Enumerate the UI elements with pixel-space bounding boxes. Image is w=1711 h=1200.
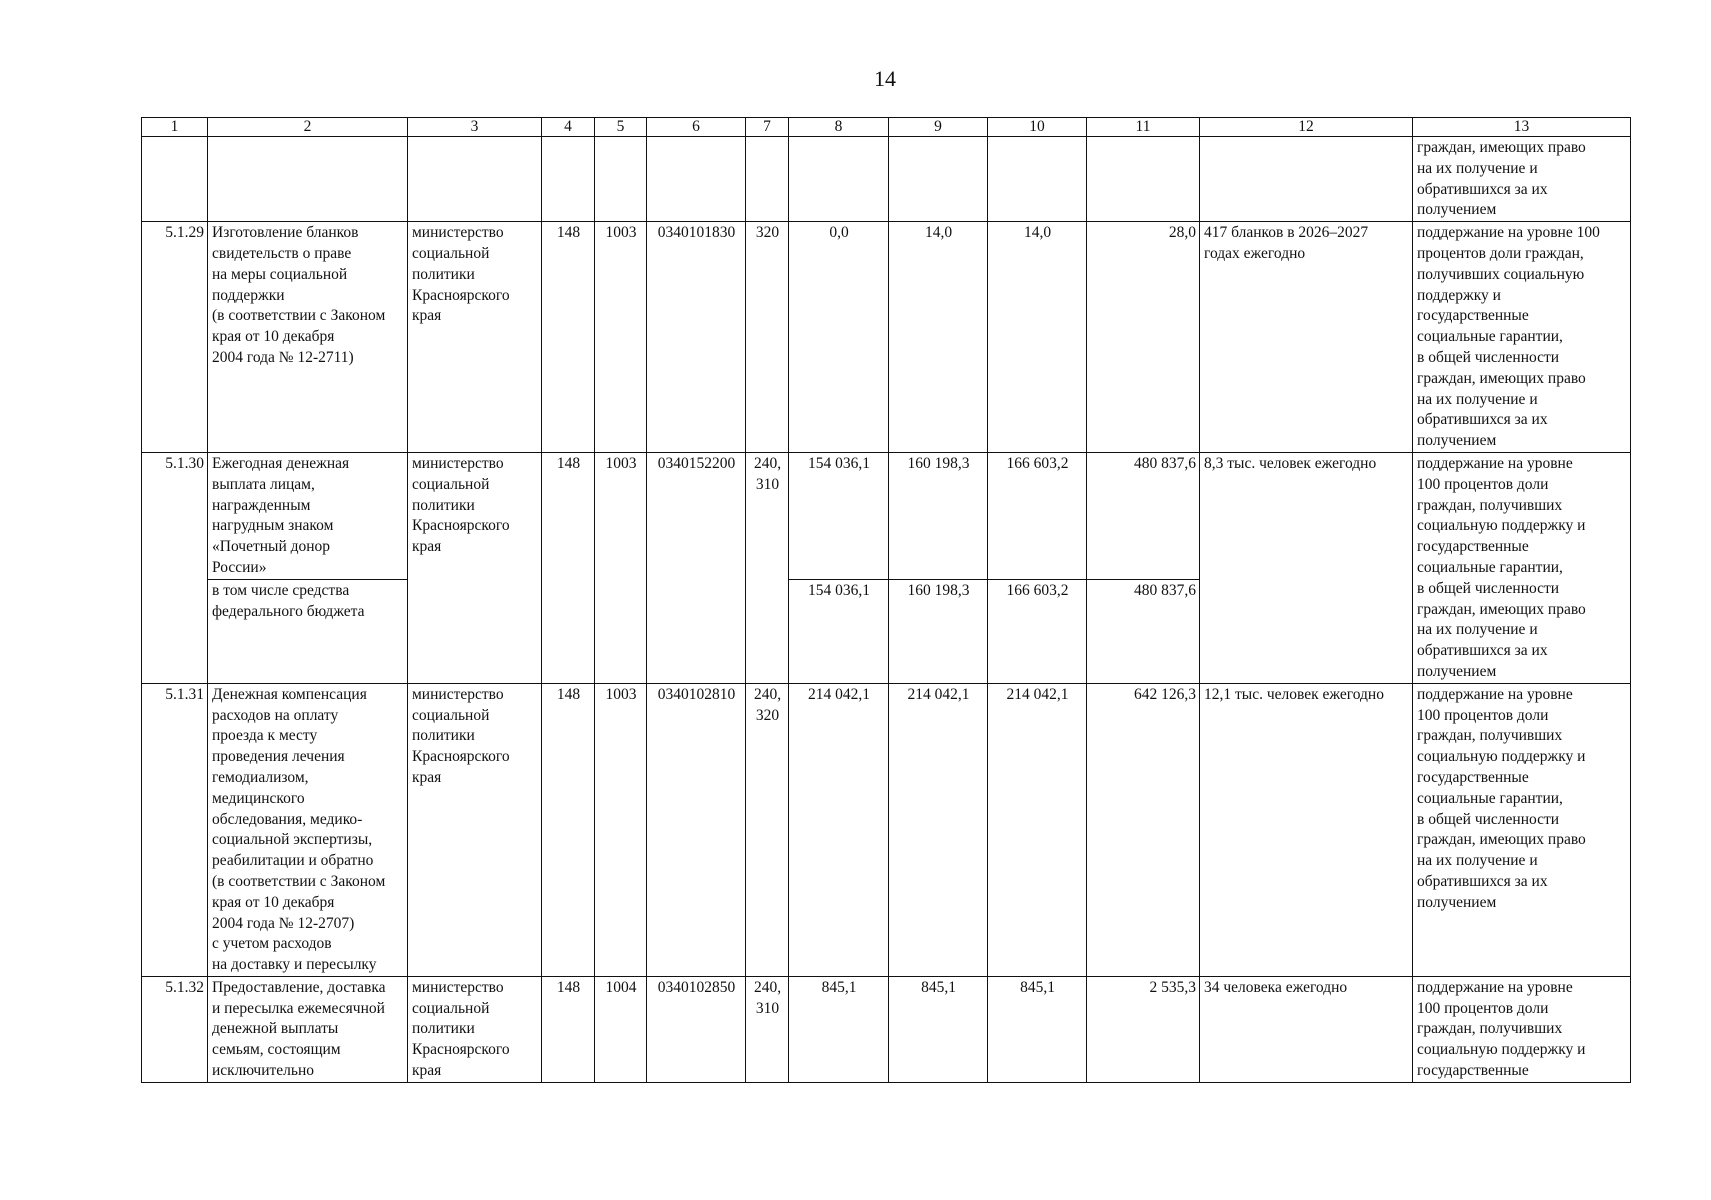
executor: министерство социальной политики Красноярского края	[408, 452, 542, 683]
expected-result: 417 бланков в 2026–2027 годах ежегодно	[1200, 222, 1413, 453]
column-header: 6	[647, 118, 746, 137]
expense-type-code: 240, 310	[746, 976, 789, 1082]
amount-year-2: 845,1	[889, 976, 988, 1082]
section-code: 1004	[595, 976, 647, 1082]
column-header: 5	[595, 118, 647, 137]
item-number: 5.1.32	[142, 976, 208, 1082]
grbs-code: 148	[542, 452, 595, 683]
column-header: 9	[889, 118, 988, 137]
expected-result: 12,1 тыс. человек ежегодно	[1200, 683, 1413, 976]
amount-year-1: 214 042,1	[789, 683, 889, 976]
amount-year-1: 0,0	[789, 222, 889, 453]
amount-total: 480 837,6	[1087, 452, 1200, 579]
column-header: 12	[1200, 118, 1413, 137]
activity-subname: в том числе средства федерального бюджета	[208, 579, 408, 683]
expense-type-code: 240, 320	[746, 683, 789, 976]
program-activities-table	[141, 117, 1631, 1083]
column-header: 7	[746, 118, 789, 137]
grbs-code: 148	[542, 683, 595, 976]
expense-type-code: 320	[746, 222, 789, 453]
activity-name: Денежная компенсация расходов на оплату проезда к месту проведения лечения гемодиализом, медицинского обследования, медико- социальной экспертизы, реабилитации и обратно (в соответствии с Законом края от 10 декабря 2004 года № 12-2707) с учетом расходов на доставку и пересылку	[208, 683, 408, 976]
amount-year-2: 160 198,3	[889, 452, 988, 579]
table-row-continuation	[142, 137, 1631, 222]
amount-year-2: 214 042,1	[889, 683, 988, 976]
target-article-code: 0340102810	[647, 683, 746, 976]
executor: министерство социальной политики Красноярского края	[408, 976, 542, 1082]
target-article-code: 0340101830	[647, 222, 746, 453]
result-indicator-cell: поддержание на уровне 100 процентов доли граждан, получивших социальную поддержку и государственные социальные гарантии, в общей численности граждан, имеющих право на их получение и обратившихся за их получением	[1413, 683, 1631, 976]
amount-year-3: 14,0	[988, 222, 1087, 453]
amount-total: 28,0	[1087, 222, 1200, 453]
result-indicator-cell: поддержание на уровне 100 процентов доли граждан, получивших социальную поддержку и государственные социальные гарантии, в общей численности граждан, имеющих право на их получение и обратившихся за их получением	[1413, 452, 1631, 683]
item-number: 5.1.29	[142, 222, 208, 453]
table-row	[142, 452, 1631, 579]
amount-total: 2 535,3	[1087, 976, 1200, 1082]
table-row	[142, 222, 1631, 453]
expected-result: 8,3 тыс. человек ежегодно	[1200, 452, 1413, 683]
activity-name: Изготовление бланков свидетельств о праве на меры социальной поддержки (в соответствии с Законом края от 10 декабря 2004 года № 12-2711)	[208, 222, 408, 453]
executor: министерство социальной политики Красноярского края	[408, 222, 542, 453]
section-code: 1003	[595, 452, 647, 683]
column-header: 13	[1413, 118, 1631, 137]
amount-year-2: 160 198,3	[889, 579, 988, 683]
result-indicator-cell: граждан, имеющих право на их получение и обратившихся за их получением	[1413, 137, 1631, 222]
amount-year-1: 845,1	[789, 976, 889, 1082]
result-indicator-cell: поддержание на уровне 100 процентов доли граждан, получивших социальную поддержку и государственные социальные гарантии, в общей численности граждан, имеющих право на их получение и обратившихся за их получением	[1413, 222, 1631, 453]
column-number-row	[142, 118, 1631, 137]
grbs-code: 148	[542, 976, 595, 1082]
target-article-code: 0340102850	[647, 976, 746, 1082]
amount-year-2: 14,0	[889, 222, 988, 453]
amount-year-1: 154 036,1	[789, 579, 889, 683]
column-header: 4	[542, 118, 595, 137]
item-number: 5.1.30	[142, 452, 208, 683]
item-number: 5.1.31	[142, 683, 208, 976]
column-header: 8	[789, 118, 889, 137]
column-header: 1	[142, 118, 208, 137]
target-article-code: 0340152200	[647, 452, 746, 683]
column-header: 2	[208, 118, 408, 137]
column-header: 3	[408, 118, 542, 137]
expense-type-code: 240, 310	[746, 452, 789, 683]
amount-year-3: 845,1	[988, 976, 1087, 1082]
activity-name: Ежегодная денежная выплата лицам, награжденным нагрудным знаком «Почетный донор России»	[208, 452, 408, 579]
executor: министерство социальной политики Красноярского края	[408, 683, 542, 976]
amount-total: 642 126,3	[1087, 683, 1200, 976]
column-header: 10	[988, 118, 1087, 137]
amount-year-3: 214 042,1	[988, 683, 1087, 976]
table-row	[142, 683, 1631, 976]
section-code: 1003	[595, 222, 647, 453]
column-header: 11	[1087, 118, 1200, 137]
table-row	[142, 976, 1631, 1082]
grbs-code: 148	[542, 222, 595, 453]
section-code: 1003	[595, 683, 647, 976]
amount-total: 480 837,6	[1087, 579, 1200, 683]
result-indicator-cell: поддержание на уровне 100 процентов доли граждан, получивших социальную поддержку и государственные	[1413, 976, 1631, 1082]
page-number: 14	[874, 66, 896, 91]
amount-year-1: 154 036,1	[789, 452, 889, 579]
amount-year-3: 166 603,2	[988, 452, 1087, 579]
expected-result: 34 человека ежегодно	[1200, 976, 1413, 1082]
activity-name: Предоставление, доставка и пересылка ежемесячной денежной выплаты семьям, состоящим исключительно	[208, 976, 408, 1082]
amount-year-3: 166 603,2	[988, 579, 1087, 683]
